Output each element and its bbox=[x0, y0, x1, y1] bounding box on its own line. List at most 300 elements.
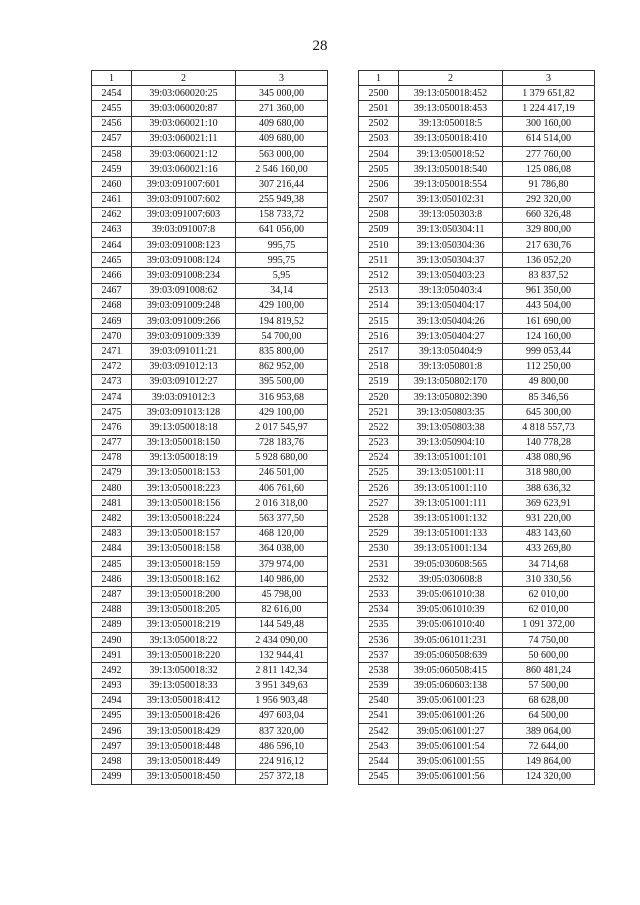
row-number: 2509 bbox=[359, 222, 399, 237]
header-col-2: 2 bbox=[132, 71, 236, 86]
table-row bbox=[359, 283, 595, 298]
row-number: 2467 bbox=[92, 283, 132, 298]
table-row bbox=[92, 359, 328, 374]
row-number: 2536 bbox=[359, 632, 399, 647]
row-number: 2517 bbox=[359, 344, 399, 359]
cadastral-number: 39:13:050404:27 bbox=[399, 329, 503, 344]
table-row bbox=[359, 724, 595, 739]
row-number: 2539 bbox=[359, 678, 399, 693]
value: 82 616,00 bbox=[236, 602, 328, 617]
row-number: 2481 bbox=[92, 496, 132, 511]
value: 64 500,00 bbox=[503, 708, 595, 723]
row-number: 2513 bbox=[359, 283, 399, 298]
value: 54 700,00 bbox=[236, 329, 328, 344]
table-row bbox=[92, 420, 328, 435]
table-row bbox=[359, 253, 595, 268]
table-row bbox=[92, 693, 328, 708]
value: 144 549,48 bbox=[236, 617, 328, 632]
cadastral-number: 39:03:091008:124 bbox=[132, 253, 236, 268]
row-number: 2519 bbox=[359, 374, 399, 389]
table-row bbox=[359, 511, 595, 526]
cadastral-number: 39:03:091009:339 bbox=[132, 329, 236, 344]
row-number: 2465 bbox=[92, 253, 132, 268]
row-number: 2533 bbox=[359, 587, 399, 602]
row-number: 2508 bbox=[359, 207, 399, 222]
row-number: 2505 bbox=[359, 162, 399, 177]
table-header-row bbox=[359, 71, 595, 86]
table-row bbox=[359, 131, 595, 146]
value: 255 949,38 bbox=[236, 192, 328, 207]
cadastral-number: 39:13:050403:23 bbox=[399, 268, 503, 283]
cadastral-number: 39:13:050404:26 bbox=[399, 314, 503, 329]
value: 2 811 142,34 bbox=[236, 663, 328, 678]
table-row bbox=[359, 481, 595, 496]
table-row bbox=[92, 617, 328, 632]
table-row bbox=[92, 572, 328, 587]
table-row bbox=[92, 587, 328, 602]
value: 995,75 bbox=[236, 238, 328, 253]
cadastral-number: 39:03:060020:87 bbox=[132, 101, 236, 116]
value: 45 798,00 bbox=[236, 587, 328, 602]
value: 835 800,00 bbox=[236, 344, 328, 359]
table-row bbox=[359, 739, 595, 754]
value: 257 372,18 bbox=[236, 769, 328, 784]
cadastral-number: 39:13:050018:158 bbox=[132, 541, 236, 556]
value: 388 636,32 bbox=[503, 481, 595, 496]
row-number: 2470 bbox=[92, 329, 132, 344]
cadastral-number: 39:05:061001:55 bbox=[399, 754, 503, 769]
table-row bbox=[92, 465, 328, 480]
table-row bbox=[359, 314, 595, 329]
table-row bbox=[359, 663, 595, 678]
row-number: 2459 bbox=[92, 162, 132, 177]
table-row bbox=[92, 131, 328, 146]
table-row bbox=[92, 116, 328, 131]
page-number: 28 bbox=[312, 38, 328, 54]
row-number: 2521 bbox=[359, 405, 399, 420]
header-col-1: 1 bbox=[92, 71, 132, 86]
value: 85 346,56 bbox=[503, 389, 595, 404]
cadastral-number: 39:13:051001:134 bbox=[399, 541, 503, 556]
cadastral-number: 39:13:050018:156 bbox=[132, 496, 236, 511]
table-row bbox=[359, 374, 595, 389]
cadastral-number: 39:03:091007:603 bbox=[132, 207, 236, 222]
value: 389 064,00 bbox=[503, 724, 595, 739]
row-number: 2514 bbox=[359, 298, 399, 313]
table-row bbox=[92, 632, 328, 647]
value: 49 800,00 bbox=[503, 374, 595, 389]
value: 1 224 417,19 bbox=[503, 101, 595, 116]
value: 224 916,12 bbox=[236, 754, 328, 769]
row-number: 2485 bbox=[92, 557, 132, 572]
row-number: 2472 bbox=[92, 359, 132, 374]
value: 862 952,00 bbox=[236, 359, 328, 374]
value: 57 500,00 bbox=[503, 678, 595, 693]
row-number: 2543 bbox=[359, 739, 399, 754]
table-row bbox=[92, 739, 328, 754]
cadastral-number: 39:13:050018:200 bbox=[132, 587, 236, 602]
cadastral-number: 39:05:061001:56 bbox=[399, 769, 503, 784]
table-row bbox=[92, 146, 328, 161]
row-number: 2456 bbox=[92, 116, 132, 131]
value: 860 481,24 bbox=[503, 663, 595, 678]
value: 271 360,00 bbox=[236, 101, 328, 116]
cadastral-number: 39:13:050018:32 bbox=[132, 663, 236, 678]
table-row bbox=[92, 602, 328, 617]
table-row bbox=[92, 769, 328, 784]
value: 149 864,00 bbox=[503, 754, 595, 769]
cadastral-number: 39:03:091009:248 bbox=[132, 298, 236, 313]
row-number: 2477 bbox=[92, 435, 132, 450]
value: 468 120,00 bbox=[236, 526, 328, 541]
cadastral-number: 39:03:091007:602 bbox=[132, 192, 236, 207]
value: 837 320,00 bbox=[236, 724, 328, 739]
value: 364 038,00 bbox=[236, 541, 328, 556]
table-row bbox=[92, 526, 328, 541]
table-row bbox=[359, 435, 595, 450]
value: 443 504,00 bbox=[503, 298, 595, 313]
cadastral-number: 39:13:050304:11 bbox=[399, 222, 503, 237]
table-row bbox=[359, 420, 595, 435]
cadastral-number: 39:13:050018:157 bbox=[132, 526, 236, 541]
value: 318 980,00 bbox=[503, 465, 595, 480]
row-number: 2542 bbox=[359, 724, 399, 739]
cadastral-number: 39:13:050802:170 bbox=[399, 374, 503, 389]
row-number: 2524 bbox=[359, 450, 399, 465]
row-number: 2522 bbox=[359, 420, 399, 435]
table-row bbox=[359, 587, 595, 602]
cadastral-number: 39:13:050018:453 bbox=[399, 101, 503, 116]
value: 112 250,00 bbox=[503, 359, 595, 374]
row-number: 2476 bbox=[92, 420, 132, 435]
table-row bbox=[359, 693, 595, 708]
row-number: 2468 bbox=[92, 298, 132, 313]
cadastral-number: 39:13:050018:22 bbox=[132, 632, 236, 647]
cadastral-number: 39:03:091007:8 bbox=[132, 222, 236, 237]
table-row bbox=[359, 86, 595, 101]
row-number: 2471 bbox=[92, 344, 132, 359]
value: 136 052,20 bbox=[503, 253, 595, 268]
value: 645 300,00 bbox=[503, 405, 595, 420]
table-row bbox=[92, 450, 328, 465]
value: 486 596,10 bbox=[236, 739, 328, 754]
table-row bbox=[359, 389, 595, 404]
cadastral-number: 39:05:061001:26 bbox=[399, 708, 503, 723]
row-number: 2486 bbox=[92, 572, 132, 587]
cadastral-number: 39:13:050018:450 bbox=[132, 769, 236, 784]
cadastral-number: 39:13:050018:426 bbox=[132, 708, 236, 723]
table-row bbox=[92, 481, 328, 496]
row-number: 2482 bbox=[92, 511, 132, 526]
table-row bbox=[92, 329, 328, 344]
table-row bbox=[359, 678, 595, 693]
row-number: 2484 bbox=[92, 541, 132, 556]
value: 5 928 680,00 bbox=[236, 450, 328, 465]
table-row bbox=[92, 678, 328, 693]
row-number: 2493 bbox=[92, 678, 132, 693]
row-number: 2526 bbox=[359, 481, 399, 496]
cadastral-number: 39:13:050018:219 bbox=[132, 617, 236, 632]
table-row bbox=[92, 496, 328, 511]
cadastral-number: 39:13:050018:162 bbox=[132, 572, 236, 587]
table-row bbox=[359, 192, 595, 207]
cadastral-number: 39:05:060508:639 bbox=[399, 648, 503, 663]
cadastral-number: 39:13:050018:153 bbox=[132, 465, 236, 480]
row-number: 2498 bbox=[92, 754, 132, 769]
cadastral-number: 39:05:030608:565 bbox=[399, 557, 503, 572]
value: 999 053,44 bbox=[503, 344, 595, 359]
cadastral-number: 39:13:050018:429 bbox=[132, 724, 236, 739]
table-row bbox=[92, 754, 328, 769]
cadastral-number: 39:05:060603:138 bbox=[399, 678, 503, 693]
table-row bbox=[92, 344, 328, 359]
row-number: 2491 bbox=[92, 648, 132, 663]
row-number: 2469 bbox=[92, 314, 132, 329]
row-number: 2488 bbox=[92, 602, 132, 617]
value: 563 377,50 bbox=[236, 511, 328, 526]
row-number: 2454 bbox=[92, 86, 132, 101]
row-number: 2499 bbox=[92, 769, 132, 784]
row-number: 2458 bbox=[92, 146, 132, 161]
table-row bbox=[92, 283, 328, 298]
cadastral-number: 39:13:051001:110 bbox=[399, 481, 503, 496]
row-number: 2541 bbox=[359, 708, 399, 723]
value: 563 000,00 bbox=[236, 146, 328, 161]
cadastral-number: 39:03:091009:266 bbox=[132, 314, 236, 329]
cadastral-number: 39:05:061001:23 bbox=[399, 693, 503, 708]
value: 72 644,00 bbox=[503, 739, 595, 754]
value: 316 953,68 bbox=[236, 389, 328, 404]
table-row bbox=[92, 222, 328, 237]
row-number: 2507 bbox=[359, 192, 399, 207]
table-row bbox=[359, 632, 595, 647]
row-number: 2494 bbox=[92, 693, 132, 708]
row-number: 2510 bbox=[359, 238, 399, 253]
table-row bbox=[359, 754, 595, 769]
header-col-3: 3 bbox=[503, 71, 595, 86]
row-number: 2534 bbox=[359, 602, 399, 617]
cadastral-number: 39:13:050018:224 bbox=[132, 511, 236, 526]
cadastral-number: 39:05:061001:54 bbox=[399, 739, 503, 754]
row-number: 2529 bbox=[359, 526, 399, 541]
cadastral-number: 39:13:050403:4 bbox=[399, 283, 503, 298]
value: 91 786,80 bbox=[503, 177, 595, 192]
cadastral-number: 39:05:061010:38 bbox=[399, 587, 503, 602]
row-number: 2478 bbox=[92, 450, 132, 465]
value: 2 546 160,00 bbox=[236, 162, 328, 177]
cadastral-number: 39:13:050018:150 bbox=[132, 435, 236, 450]
value: 140 986,00 bbox=[236, 572, 328, 587]
table-row bbox=[359, 238, 595, 253]
value: 277 760,00 bbox=[503, 146, 595, 161]
cadastral-number: 39:13:050018:33 bbox=[132, 678, 236, 693]
value: 2 016 318,00 bbox=[236, 496, 328, 511]
value: 931 220,00 bbox=[503, 511, 595, 526]
value: 124 320,00 bbox=[503, 769, 595, 784]
cadastral-number: 39:05:030608:8 bbox=[399, 572, 503, 587]
value: 34 714,68 bbox=[503, 557, 595, 572]
cadastral-number: 39:13:050304:37 bbox=[399, 253, 503, 268]
value: 2 017 545,97 bbox=[236, 420, 328, 435]
row-number: 2525 bbox=[359, 465, 399, 480]
value: 1 956 903,48 bbox=[236, 693, 328, 708]
table-row bbox=[359, 617, 595, 632]
value: 74 750,00 bbox=[503, 632, 595, 647]
value: 292 320,00 bbox=[503, 192, 595, 207]
table-row bbox=[92, 298, 328, 313]
cadastral-number: 39:05:061001:27 bbox=[399, 724, 503, 739]
value: 429 100,00 bbox=[236, 405, 328, 420]
value: 300 160,00 bbox=[503, 116, 595, 131]
value: 406 761,60 bbox=[236, 481, 328, 496]
table-row bbox=[359, 541, 595, 556]
cadastral-number: 39:13:050102:31 bbox=[399, 192, 503, 207]
value: 4 818 557,73 bbox=[503, 420, 595, 435]
row-number: 2512 bbox=[359, 268, 399, 283]
table-row bbox=[92, 253, 328, 268]
cadastral-number: 39:05:061010:40 bbox=[399, 617, 503, 632]
cadastral-number: 39:13:050018:220 bbox=[132, 648, 236, 663]
table-row bbox=[92, 207, 328, 222]
table-row bbox=[359, 268, 595, 283]
row-number: 2503 bbox=[359, 131, 399, 146]
row-number: 2475 bbox=[92, 405, 132, 420]
row-number: 2501 bbox=[359, 101, 399, 116]
cadastral-number: 39:13:050018:19 bbox=[132, 450, 236, 465]
value: 83 837,52 bbox=[503, 268, 595, 283]
row-number: 2464 bbox=[92, 238, 132, 253]
cadastral-number: 39:03:060021:10 bbox=[132, 116, 236, 131]
table-row bbox=[359, 162, 595, 177]
cadastral-number: 39:13:050018:554 bbox=[399, 177, 503, 192]
row-number: 2461 bbox=[92, 192, 132, 207]
row-number: 2531 bbox=[359, 557, 399, 572]
row-number: 2504 bbox=[359, 146, 399, 161]
cadastral-number: 39:13:051001:101 bbox=[399, 450, 503, 465]
row-number: 2532 bbox=[359, 572, 399, 587]
value: 395 500,00 bbox=[236, 374, 328, 389]
value: 995,75 bbox=[236, 253, 328, 268]
table-row bbox=[92, 268, 328, 283]
value: 1 379 651,82 bbox=[503, 86, 595, 101]
table-row bbox=[359, 526, 595, 541]
cadastral-number: 39:13:050018:452 bbox=[399, 86, 503, 101]
cadastral-number: 39:03:091012:27 bbox=[132, 374, 236, 389]
table-row bbox=[92, 192, 328, 207]
value: 194 819,52 bbox=[236, 314, 328, 329]
row-number: 2545 bbox=[359, 769, 399, 784]
row-number: 2460 bbox=[92, 177, 132, 192]
value: 614 514,00 bbox=[503, 131, 595, 146]
row-number: 2544 bbox=[359, 754, 399, 769]
table-row bbox=[359, 708, 595, 723]
cadastral-number: 39:03:091013:128 bbox=[132, 405, 236, 420]
row-number: 2483 bbox=[92, 526, 132, 541]
value: 62 010,00 bbox=[503, 587, 595, 602]
cadastral-number: 39:13:050018:410 bbox=[399, 131, 503, 146]
value: 329 800,00 bbox=[503, 222, 595, 237]
cadastral-number: 39:13:050018:18 bbox=[132, 420, 236, 435]
cadastral-number: 39:03:091011:21 bbox=[132, 344, 236, 359]
cadastral-number: 39:13:050803:38 bbox=[399, 420, 503, 435]
value: 409 680,00 bbox=[236, 116, 328, 131]
table-row bbox=[359, 602, 595, 617]
value: 125 086,08 bbox=[503, 162, 595, 177]
row-number: 2528 bbox=[359, 511, 399, 526]
table-row bbox=[92, 389, 328, 404]
cadastral-number: 39:13:051001:132 bbox=[399, 511, 503, 526]
table-row bbox=[359, 177, 595, 192]
table-row bbox=[359, 405, 595, 420]
value: 660 326,48 bbox=[503, 207, 595, 222]
value: 961 350,00 bbox=[503, 283, 595, 298]
cadastral-number: 39:13:050018:159 bbox=[132, 557, 236, 572]
value: 246 501,00 bbox=[236, 465, 328, 480]
table-row bbox=[359, 329, 595, 344]
cadastral-number: 39:13:050018:5 bbox=[399, 116, 503, 131]
cadastral-number: 39:13:050404:17 bbox=[399, 298, 503, 313]
table-row bbox=[92, 663, 328, 678]
value: 2 434 090,00 bbox=[236, 632, 328, 647]
row-number: 2457 bbox=[92, 131, 132, 146]
row-number: 2489 bbox=[92, 617, 132, 632]
row-number: 2455 bbox=[92, 101, 132, 116]
table-row bbox=[359, 222, 595, 237]
cadastral-number: 39:13:050018:540 bbox=[399, 162, 503, 177]
table-row bbox=[359, 116, 595, 131]
row-number: 2473 bbox=[92, 374, 132, 389]
cadastral-number: 39:13:050018:449 bbox=[132, 754, 236, 769]
table-row bbox=[92, 541, 328, 556]
row-number: 2463 bbox=[92, 222, 132, 237]
row-number: 2500 bbox=[359, 86, 399, 101]
cadastral-number: 39:05:061011:231 bbox=[399, 632, 503, 647]
cadastral-number: 39:03:091008:62 bbox=[132, 283, 236, 298]
value: 50 600,00 bbox=[503, 648, 595, 663]
cadastral-number: 39:03:060020:25 bbox=[132, 86, 236, 101]
row-number: 2480 bbox=[92, 481, 132, 496]
row-number: 2535 bbox=[359, 617, 399, 632]
value: 379 974,00 bbox=[236, 557, 328, 572]
table-row bbox=[359, 572, 595, 587]
row-number: 2527 bbox=[359, 496, 399, 511]
value: 132 944,41 bbox=[236, 648, 328, 663]
cadastral-number: 39:03:091008:123 bbox=[132, 238, 236, 253]
row-number: 2516 bbox=[359, 329, 399, 344]
value: 641 056,00 bbox=[236, 222, 328, 237]
cadastral-number: 39:13:050303:8 bbox=[399, 207, 503, 222]
row-number: 2540 bbox=[359, 693, 399, 708]
table-row bbox=[92, 238, 328, 253]
value: 5,95 bbox=[236, 268, 328, 283]
table-row bbox=[359, 465, 595, 480]
cadastral-number: 39:03:091012:3 bbox=[132, 389, 236, 404]
table-row bbox=[359, 207, 595, 222]
cadastral-number: 39:03:060021:16 bbox=[132, 162, 236, 177]
table-row bbox=[359, 146, 595, 161]
row-number: 2506 bbox=[359, 177, 399, 192]
table-row bbox=[359, 101, 595, 116]
row-number: 2523 bbox=[359, 435, 399, 450]
table-left bbox=[91, 70, 328, 785]
value: 3 951 349,63 bbox=[236, 678, 328, 693]
header-col-3: 3 bbox=[236, 71, 328, 86]
cadastral-number: 39:13:051001:133 bbox=[399, 526, 503, 541]
row-number: 2496 bbox=[92, 724, 132, 739]
table-row bbox=[92, 435, 328, 450]
table-row bbox=[92, 177, 328, 192]
value: 433 269,80 bbox=[503, 541, 595, 556]
